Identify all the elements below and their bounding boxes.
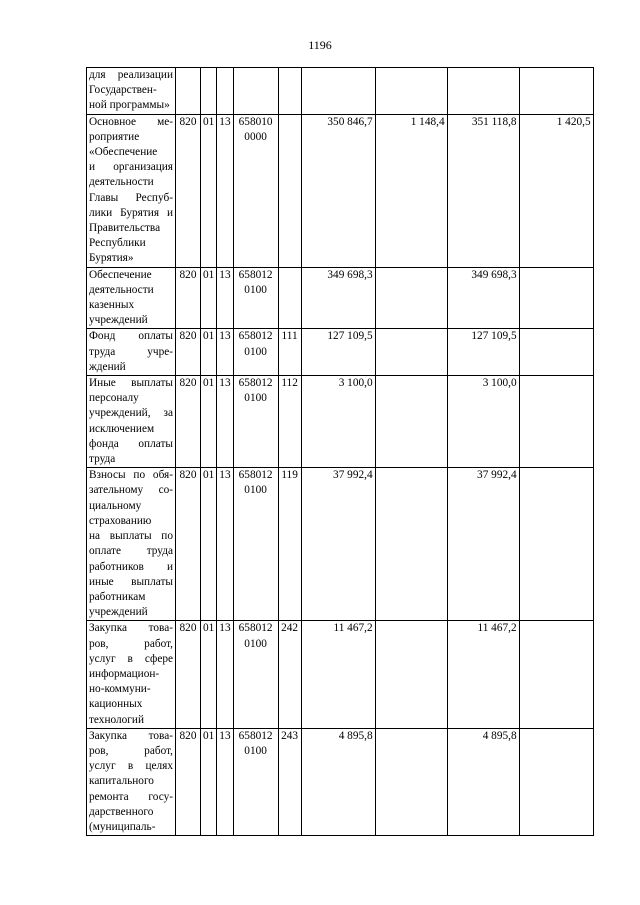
- row-name-line: фонда оплаты: [89, 437, 173, 450]
- row-name-cell: [87, 329, 176, 376]
- target-article-code-cell: [233, 329, 278, 376]
- table-row: [87, 468, 594, 621]
- expense-type-code-cell: [278, 267, 301, 329]
- row-name-cell: [87, 114, 176, 267]
- row-name-line: работников и: [89, 560, 173, 573]
- row-name-line: ной программы»: [89, 99, 170, 112]
- target-article-code-cell: [233, 376, 278, 468]
- amount-cell-2: [375, 329, 447, 376]
- target-article-line: 658012: [238, 729, 273, 742]
- amount-cell-4: 1 420,5: [519, 114, 593, 267]
- amount-cell-4: [519, 68, 593, 115]
- amount-cell-1: 11 467,2: [301, 621, 375, 728]
- row-name-line: ров, работ,: [89, 744, 173, 757]
- row-name-line: зательному со-: [89, 484, 173, 497]
- amount-cell-1: 127 109,5: [301, 329, 375, 376]
- row-name-line: деятельности: [89, 176, 154, 189]
- row-name-line: работникам: [89, 590, 146, 603]
- table-row: [87, 329, 594, 376]
- row-name-line: Основное ме-: [89, 115, 173, 128]
- amount-cell-2: [375, 68, 447, 115]
- amount-cell-3: 11 467,2: [447, 621, 519, 728]
- row-name-line: иные выплаты: [89, 575, 173, 588]
- section-code-cell: 01: [201, 267, 217, 329]
- row-name-line: страхованию: [89, 514, 152, 527]
- row-name-line: капитального: [89, 775, 154, 788]
- amount-cell-2: [375, 267, 447, 329]
- amount-cell-2: [375, 376, 447, 468]
- amount-cell-3: 3 100,0: [447, 376, 519, 468]
- row-name-cell: [87, 68, 176, 115]
- expense-type-code-cell: 119: [278, 468, 301, 621]
- target-article-code-cell: [233, 621, 278, 728]
- amount-cell-4: [519, 621, 593, 728]
- row-name-line: ждений: [89, 360, 126, 373]
- expense-type-code-cell: 111: [278, 329, 301, 376]
- target-article-code-cell: [233, 68, 278, 115]
- section-code-cell: [201, 68, 217, 115]
- row-name-line: труда учре-: [89, 345, 173, 358]
- target-article-line: 0100: [244, 744, 267, 757]
- row-name-cell: [87, 468, 176, 621]
- target-article-line: 658012: [238, 330, 273, 343]
- row-name-line: исключением: [89, 422, 155, 435]
- amount-cell-1: [301, 68, 375, 115]
- row-name-line: деятельности: [89, 283, 154, 296]
- row-name-line: (муниципаль-: [89, 820, 156, 833]
- row-name-cell: [87, 376, 176, 468]
- ved-code-cell: 820: [176, 114, 201, 267]
- row-name-line: кационных: [89, 698, 143, 711]
- amount-cell-4: [519, 376, 593, 468]
- amount-cell-4: [519, 728, 593, 835]
- ved-code-cell: 820: [176, 468, 201, 621]
- row-name-line: «Обеспечение: [89, 146, 158, 159]
- section-code-cell: 01: [201, 468, 217, 621]
- expense-type-code-cell: [278, 68, 301, 115]
- section-code-cell: 01: [201, 621, 217, 728]
- row-name-line: ров, работ,: [89, 637, 173, 650]
- row-name-line: Республики: [89, 237, 146, 250]
- row-name-line: Бурятия»: [89, 252, 134, 265]
- row-name-cell: [87, 621, 176, 728]
- row-name-line: Иные выплаты: [89, 377, 173, 390]
- target-article-line: 0100: [244, 345, 267, 358]
- expense-type-code-cell: 242: [278, 621, 301, 728]
- row-name-line: для реализации: [89, 69, 173, 81]
- expense-type-code-cell: 243: [278, 728, 301, 835]
- row-name-line: труда: [89, 453, 116, 466]
- amount-cell-1: 4 895,8: [301, 728, 375, 835]
- target-article-code-cell: [233, 728, 278, 835]
- amount-cell-3: 127 109,5: [447, 329, 519, 376]
- target-article-line: 658010: [238, 115, 273, 128]
- row-name-line: Обеспечение: [89, 268, 152, 281]
- target-article-line: 658012: [238, 622, 273, 635]
- row-name-line: услуг в целях: [89, 760, 173, 773]
- row-name-line: услуг в сфере: [89, 652, 173, 665]
- page-number: 1196: [308, 38, 332, 52]
- row-name-cell: [87, 267, 176, 329]
- amount-cell-2: 1 148,4: [375, 114, 447, 267]
- row-name-line: лики Бурятия и: [89, 206, 173, 219]
- row-name-line: оплате труда: [89, 545, 173, 558]
- amount-cell-3: [447, 68, 519, 115]
- row-name-line: Закупка това-: [89, 729, 173, 742]
- table-row: [87, 621, 594, 728]
- target-article-code-cell: [233, 114, 278, 267]
- amount-cell-2: [375, 621, 447, 728]
- section-code-cell: 01: [201, 114, 217, 267]
- row-name-line: Фонд оплаты: [89, 330, 173, 343]
- row-name-line: роприятие: [89, 130, 140, 143]
- target-article-line: 0000: [244, 130, 267, 143]
- amount-cell-1: 350 846,7: [301, 114, 375, 267]
- expense-type-code-cell: [278, 114, 301, 267]
- amount-cell-4: [519, 329, 593, 376]
- ved-code-cell: 820: [176, 621, 201, 728]
- row-name-line: Главы Респуб-: [89, 191, 173, 204]
- amount-cell-1: 37 992,4: [301, 468, 375, 621]
- amount-cell-1: 349 698,3: [301, 267, 375, 329]
- ved-code-cell: 820: [176, 267, 201, 329]
- row-name-line: но-коммуни-: [89, 683, 151, 696]
- subsection-code-cell: 13: [217, 329, 233, 376]
- row-name-line: Взносы по обя-: [89, 469, 173, 482]
- row-name-line: учреждений: [89, 606, 148, 619]
- row-name-line: на выплаты по: [89, 530, 173, 543]
- row-name-line: учреждений, за: [89, 407, 173, 420]
- target-article-code-cell: [233, 267, 278, 329]
- subsection-code-cell: 13: [217, 376, 233, 468]
- target-article-line: 658012: [238, 469, 273, 482]
- amount-cell-2: [375, 468, 447, 621]
- ved-code-cell: 820: [176, 376, 201, 468]
- row-name-line: Государствен-: [89, 84, 157, 97]
- expense-type-code-cell: 112: [278, 376, 301, 468]
- table-row: [87, 114, 594, 267]
- target-article-line: 658012: [238, 377, 273, 390]
- table-row: [87, 728, 594, 835]
- row-name-line: дарственного: [89, 805, 154, 818]
- target-article-line: 0100: [244, 637, 267, 650]
- target-article-code-cell: [233, 468, 278, 621]
- ved-code-cell: 820: [176, 329, 201, 376]
- target-article-line: 0100: [244, 392, 267, 405]
- section-code-cell: 01: [201, 376, 217, 468]
- amount-cell-3: 4 895,8: [447, 728, 519, 835]
- row-name-line: информацион-: [89, 667, 160, 680]
- row-name-line: Закупка това-: [89, 622, 173, 635]
- subsection-code-cell: 13: [217, 114, 233, 267]
- ved-code-cell: 820: [176, 728, 201, 835]
- row-name-line: учреждений: [89, 314, 148, 327]
- table-row: [87, 267, 594, 329]
- table-body: [87, 68, 594, 836]
- amount-cell-2: [375, 728, 447, 835]
- ved-code-cell: [176, 68, 201, 115]
- section-code-cell: 01: [201, 329, 217, 376]
- subsection-code-cell: 13: [217, 728, 233, 835]
- target-article-line: 658012: [238, 268, 273, 281]
- amount-cell-4: [519, 468, 593, 621]
- row-name-line: Правительства: [89, 222, 161, 235]
- budget-table: [86, 67, 594, 836]
- amount-cell-4: [519, 267, 593, 329]
- row-name-line: казенных: [89, 299, 135, 312]
- row-name-line: циальному: [89, 499, 142, 512]
- table-row: [87, 376, 594, 468]
- subsection-code-cell: 13: [217, 468, 233, 621]
- row-name-cell: [87, 728, 176, 835]
- subsection-code-cell: 13: [217, 267, 233, 329]
- amount-cell-3: 351 118,8: [447, 114, 519, 267]
- target-article-line: 0100: [244, 283, 267, 296]
- section-code-cell: 01: [201, 728, 217, 835]
- amount-cell-1: 3 100,0: [301, 376, 375, 468]
- subsection-code-cell: 13: [217, 621, 233, 728]
- amount-cell-3: 349 698,3: [447, 267, 519, 329]
- row-name-line: ремонта госу-: [89, 790, 173, 803]
- row-name-line: и организация: [89, 161, 173, 174]
- subsection-code-cell: [217, 68, 233, 115]
- row-name-line: технологий: [89, 713, 145, 726]
- amount-cell-3: 37 992,4: [447, 468, 519, 621]
- target-article-line: 0100: [244, 484, 267, 497]
- table-row: [87, 68, 594, 115]
- row-name-line: персоналу: [89, 392, 139, 405]
